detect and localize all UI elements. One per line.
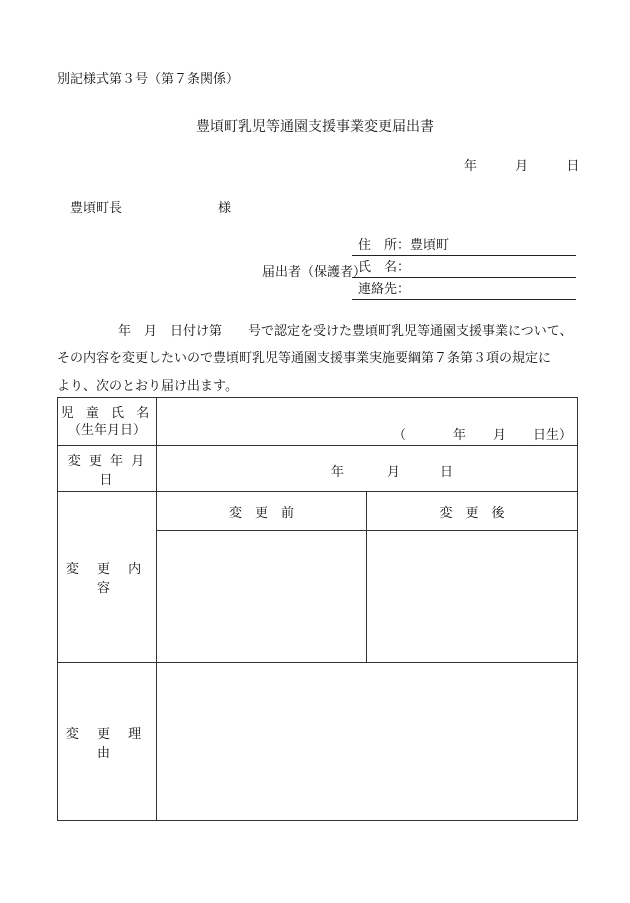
change-date-row (58, 446, 578, 492)
date-month: 月 (515, 159, 529, 174)
body-line-2: その内容を変更したいので豊頃町乳児等通園支援事業実施要綱第７条第３項の規定に (57, 351, 552, 366)
child-name-input[interactable] (157, 398, 578, 446)
addressee-honorific: 様 (218, 201, 232, 216)
child-name-label: 児 童 氏 名 (60, 405, 154, 421)
birth-open-paren: （ (393, 428, 407, 443)
notifier-address-field[interactable] (352, 235, 576, 256)
date-year: 年 (464, 159, 478, 174)
child-label-cell (58, 398, 157, 446)
change-content-header-row (58, 492, 578, 531)
form-number: 別記様式第３号（第７条関係） (57, 72, 240, 87)
birth-month: 月 (493, 428, 507, 443)
body-line-3: より、次のとおり届け出ます。 (57, 379, 238, 394)
change-date-label: 変 更 年 月 日 (58, 446, 157, 492)
change-content-label: 変 更 内 容 (58, 492, 157, 663)
date-day: 日 (566, 159, 580, 174)
after-content-input[interactable] (367, 531, 578, 663)
change-reason-row (58, 663, 578, 821)
notifier-contact-field[interactable] (352, 279, 576, 300)
document-title: 豊頃町乳児等通園支援事業変更届出書 (196, 119, 434, 135)
birth-year: 年 (453, 428, 467, 443)
before-header: 変 更 前 (157, 492, 367, 531)
change-reason-input[interactable] (157, 663, 578, 821)
change-form-table (57, 397, 578, 821)
addressee-name: 豊頃町長 (70, 201, 123, 216)
submission-date (464, 155, 579, 174)
notifier-name-field[interactable] (352, 257, 576, 278)
body-line-1: 年 月 日付け第 号で認定を受けた豊頃町乳児等通園支援事業について、 (118, 324, 573, 339)
notifier-contact-label: 連絡先： (358, 282, 411, 297)
notifier-address-label: 住 所：豊頃町 (358, 238, 450, 253)
notifier-label: 届出者（保護者） (262, 265, 367, 280)
birth-date-label: （生年月日） (67, 422, 146, 438)
before-content-input[interactable] (157, 531, 367, 663)
child-row (58, 398, 578, 446)
change-date-day: 日 (440, 465, 454, 480)
birth-day: 日生） (533, 428, 573, 443)
change-date-input[interactable] (157, 446, 578, 492)
change-date-year: 年 (331, 465, 345, 480)
change-reason-label: 変 更 理 由 (58, 663, 157, 821)
after-header: 変 更 後 (367, 492, 578, 531)
notifier-name-label: 氏 名： (358, 260, 411, 275)
change-date-month: 月 (387, 465, 401, 480)
